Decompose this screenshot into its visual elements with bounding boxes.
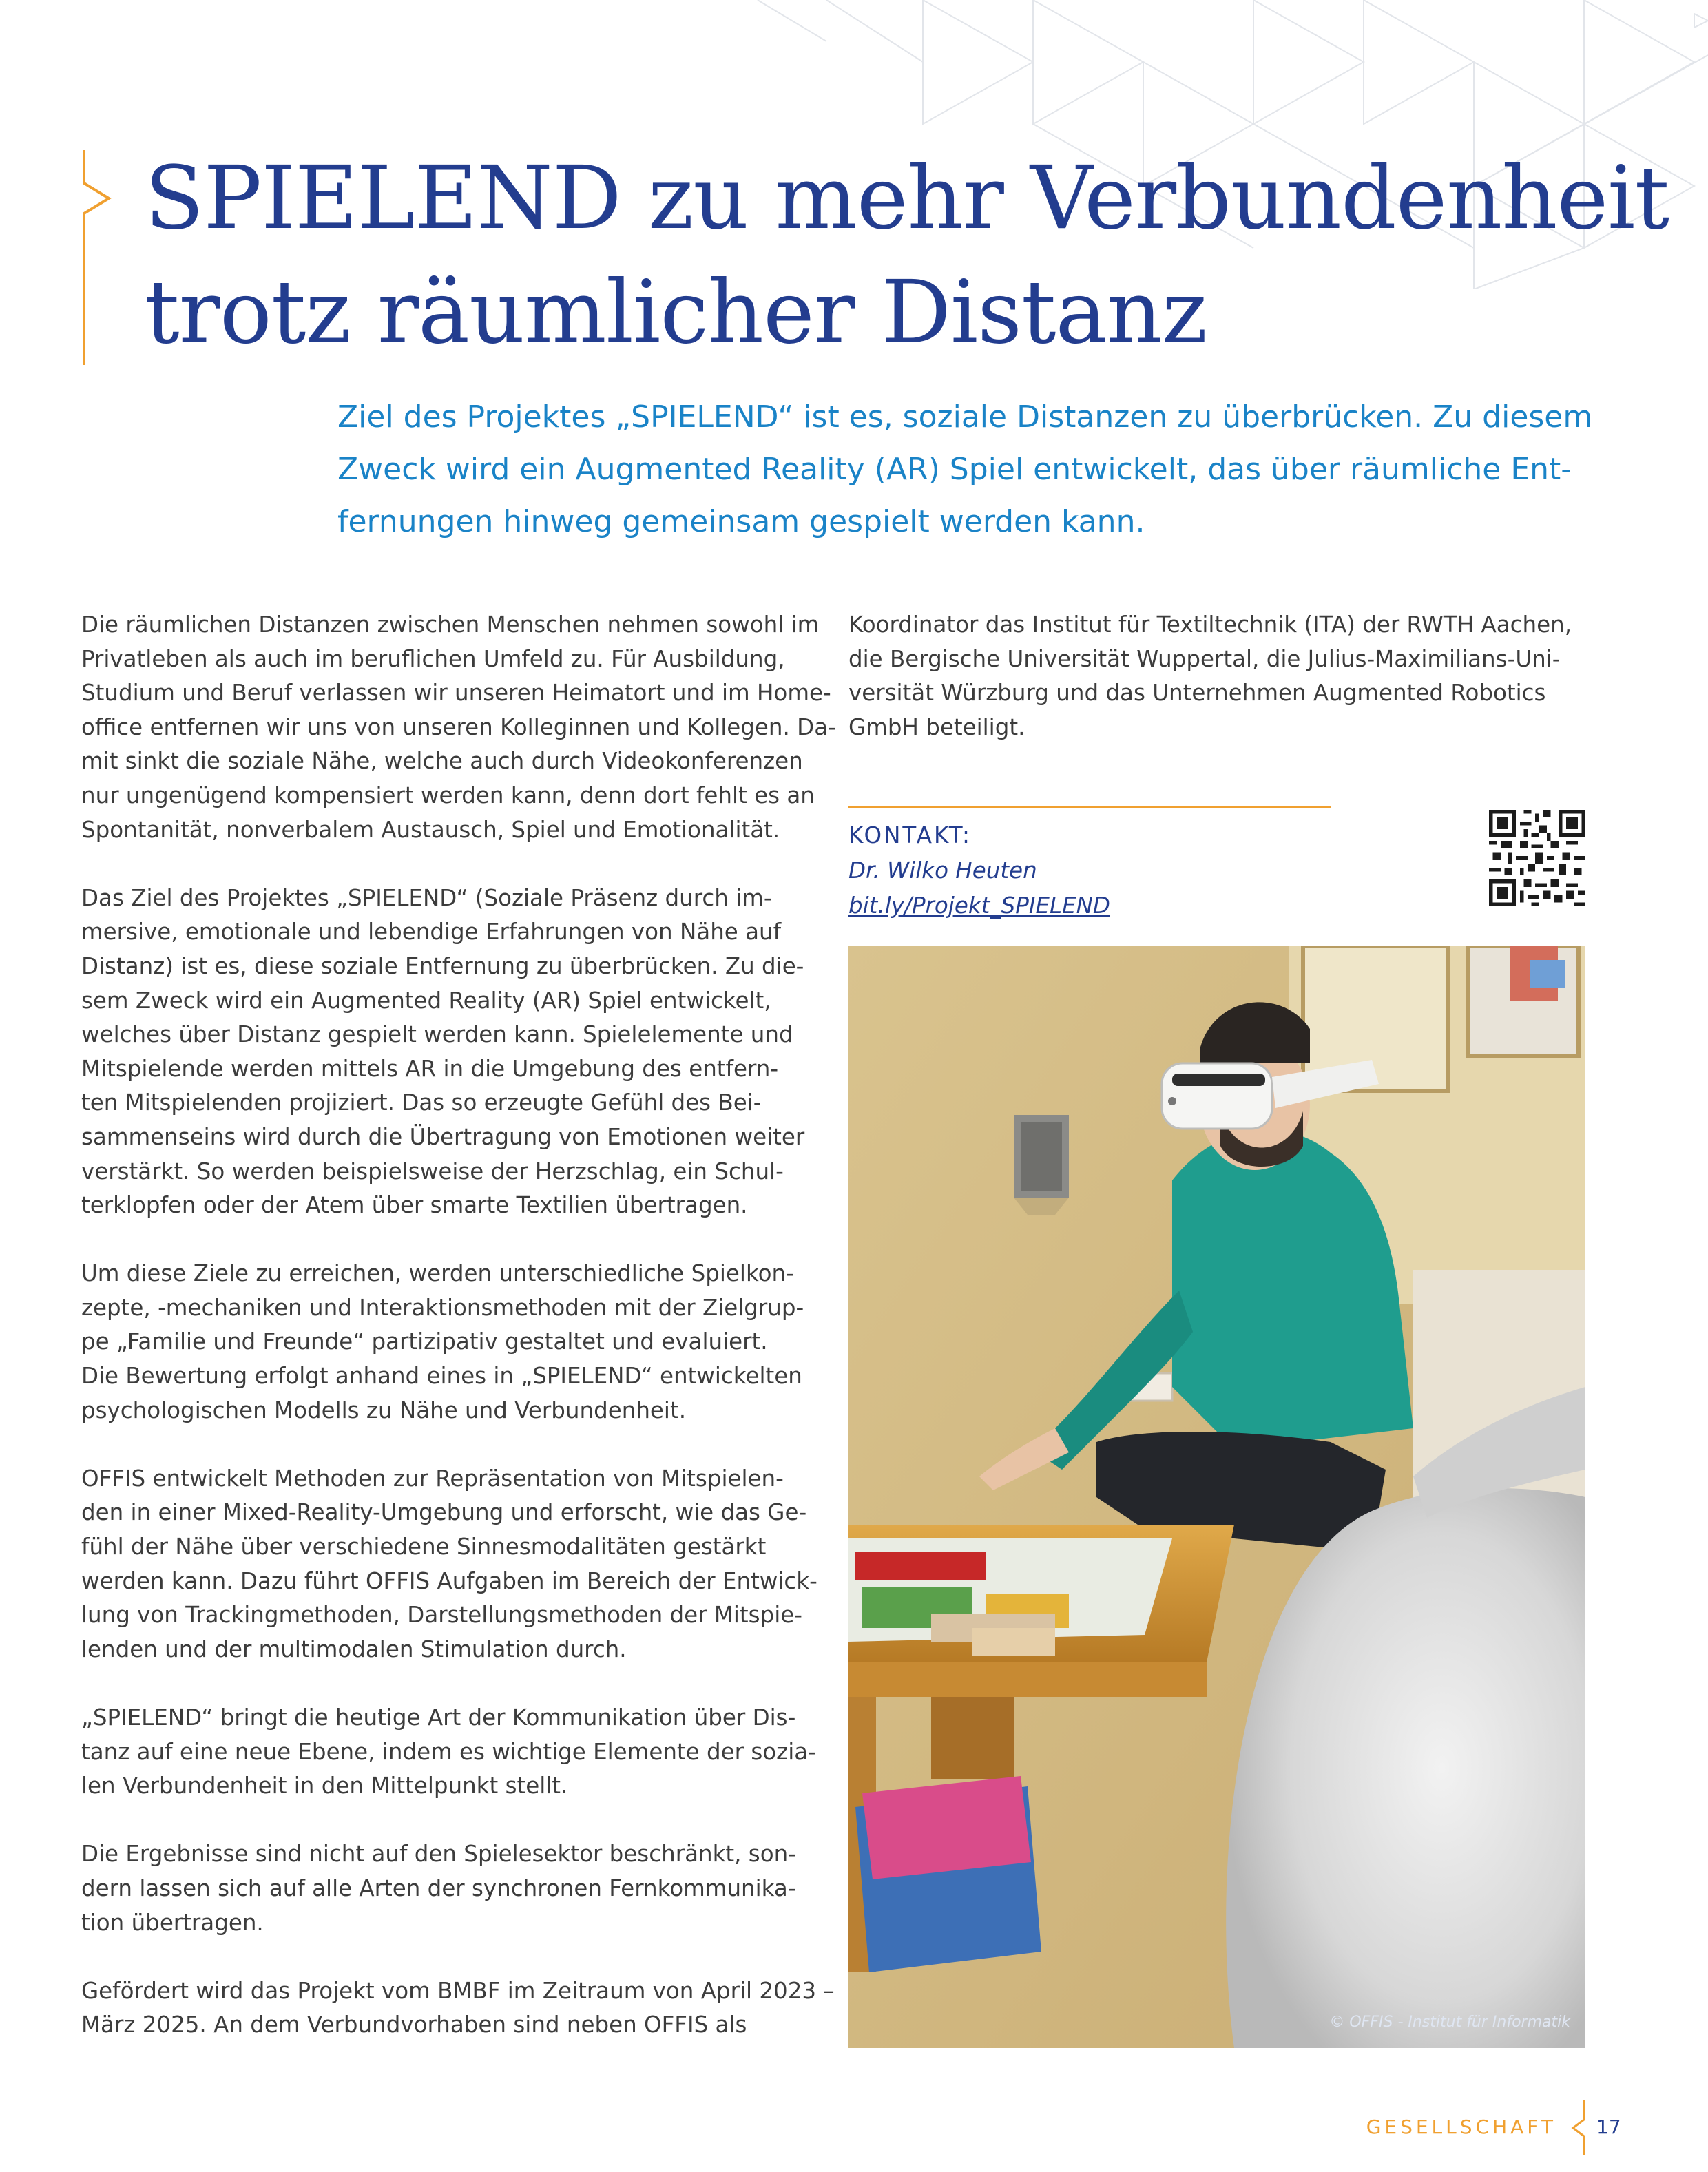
body-line: tion übertragen.	[81, 1909, 264, 1936]
body-line: office entfernen wir uns von unseren Kolleginnen und Kollegen. Da-	[81, 713, 836, 740]
body-line: len Verbundenheit in den Mittelpunkt stellt.	[81, 1773, 568, 1799]
contact-name: Dr. Wilko Heuten	[848, 857, 1037, 884]
body-line: zepte, -mechaniken und Interaktionsmethoden mit der Zielgrup-	[81, 1294, 804, 1321]
body-line: Mitspielende werden mittels AR in die Umgebung des entfern-	[81, 1055, 779, 1082]
body-paragraph	[81, 881, 818, 1223]
body-line: sem Zweck wird ein Augmented Reality (AR) Spiel entwickelt,	[81, 987, 771, 1014]
contact-divider	[848, 806, 1331, 808]
title-bracket-icon	[77, 150, 118, 365]
body-line: „SPIELEND“ bringt die heutige Art der Kommunikation über Dis-	[81, 1704, 796, 1731]
body-line: lung von Trackingmethoden, Darstellungsmethoden der Mitspie-	[81, 1602, 802, 1629]
body-line: Um diese Ziele zu erreichen, werden unterschiedliche Spielkon-	[81, 1260, 794, 1287]
body-line: Distanz) ist es, diese soziale Entfernung zu überbrücken. Zu die-	[81, 952, 804, 979]
body-line: werden kann. Dazu führt OFFIS Aufgaben im Bereich der Entwick-	[81, 1567, 817, 1594]
body-column-right	[848, 608, 1599, 744]
page-number: 17	[1596, 2116, 1621, 2138]
photo-credit: © OFFIS - Institut für Informatik	[1329, 2014, 1570, 2031]
body-line: psychologischen Modells zu Nähe und Verbundenheit.	[81, 1397, 687, 1423]
contact-link[interactable]: bit.ly/Projekt_SPIELEND	[848, 892, 1110, 919]
section-label: GESELLSCHAFT	[1366, 2116, 1556, 2138]
body-paragraph	[81, 1462, 818, 1667]
lead-line: Ziel des Projektes „SPIELEND“ ist es, soziale Distanzen zu überbrücken. Zu diesem	[337, 399, 1593, 435]
body-line: Koordinator das Institut für Textiltechnik (ITA) der RWTH Aachen,	[848, 612, 1572, 638]
body-line: Gefördert wird das Projekt vom BMBF im Zeitraum von April 2023 –	[81, 1977, 835, 2004]
body-line: Die räumlichen Distanzen zwischen Menschen nehmen sowohl im	[81, 612, 820, 638]
body-paragraph	[81, 1837, 818, 1940]
body-column-left	[81, 608, 836, 2043]
body-paragraph	[81, 1257, 818, 1428]
body-paragraph	[81, 1974, 835, 2043]
body-line: tanz auf eine neue Ebene, indem es wichtige Elemente der sozia-	[81, 1738, 816, 1765]
article-lead	[337, 391, 1605, 548]
body-line: März 2025. An dem Verbundvorhaben sind neben OFFIS als	[81, 2012, 747, 2038]
body-line: Das Ziel des Projektes „SPIELEND“ (Soziale Präsenz durch im-	[81, 884, 772, 911]
body-line: fühl der Nähe über verschiedene Sinnesmodalitäten gestärkt	[81, 1534, 767, 1560]
body-line: ten Mitspielenden projiziert. Das so erzeugte Gefühl des Bei-	[81, 1089, 762, 1116]
lead-line: fernungen hinweg gemeinsam gespielt werden kann.	[337, 504, 1145, 539]
body-line: Die Ergebnisse sind nicht auf den Spielesektor beschränkt, son-	[81, 1841, 796, 1868]
title-line-1: SPIELEND zu mehr Verbundenheit	[145, 147, 1669, 249]
contact-heading: KONTAKT:	[848, 822, 972, 848]
body-line: sammenseins wird durch die Übertragung von Emotionen weiter	[81, 1123, 805, 1150]
body-line: terklopfen oder der Atem über smarte Textilien übertragen.	[81, 1192, 748, 1219]
body-paragraph	[81, 608, 836, 847]
body-line: pe „Familie und Freunde“ partizipativ gestaltet und evaluiert.	[81, 1328, 768, 1355]
footer-bracket-icon	[1569, 2100, 1590, 2155]
body-line: versität Würzburg und das Unternehmen Augmented Robotics	[848, 680, 1546, 707]
body-line: den in einer Mixed-Reality-Umgebung und erforscht, wie das Ge-	[81, 1499, 807, 1526]
body-line: die Bergische Universität Wuppertal, die Julius-Maximilians-Uni-	[848, 645, 1561, 672]
body-line: Privatleben als auch im beruflichen Umfeld zu. Für Ausbildung,	[81, 645, 785, 672]
body-line: OFFIS entwickelt Methoden zur Repräsentation von Mitspielen-	[81, 1465, 784, 1492]
title-line-2: trotz räumlicher Distanz	[145, 262, 1207, 363]
body-line: Spontanität, nonverbalem Austausch, Spiel und Emotionalität.	[81, 816, 780, 843]
body-paragraph	[81, 1701, 818, 1804]
body-line: lenden und der multimodalen Stimulation durch.	[81, 1636, 627, 1662]
article-photo	[848, 946, 1585, 2048]
body-line: dern lassen sich auf alle Arten der synchronen Fernkommunika-	[81, 1875, 796, 1901]
body-line: nur ungenügend kompensiert werden kann, denn dort fehlt es an	[81, 782, 815, 808]
body-line: verstärkt. So werden beispielsweise der Herzschlag, ein Schul-	[81, 1158, 784, 1184]
body-line: GmbH beteiligt.	[848, 713, 1025, 740]
body-line: mit sinkt die soziale Nähe, welche auch durch Videokonferenzen	[81, 748, 803, 775]
body-line: mersive, emotionale und lebendige Erfahrungen von Nähe auf	[81, 919, 782, 946]
lead-line: Zweck wird ein Augmented Reality (AR) Spiel entwickelt, das über räumliche Ent-	[337, 452, 1572, 487]
qr-code-icon[interactable]	[1489, 810, 1585, 906]
contact-box	[848, 818, 1331, 923]
body-line: Studium und Beruf verlassen wir unseren Heimatort und im Home-	[81, 680, 831, 707]
article-title	[145, 141, 1669, 370]
body-line: welches über Distanz gespielt werden kann. Spielelemente und	[81, 1021, 793, 1048]
body-line: Die Bewertung erfolgt anhand eines in „SPIELEND“ entwickelten	[81, 1363, 802, 1390]
